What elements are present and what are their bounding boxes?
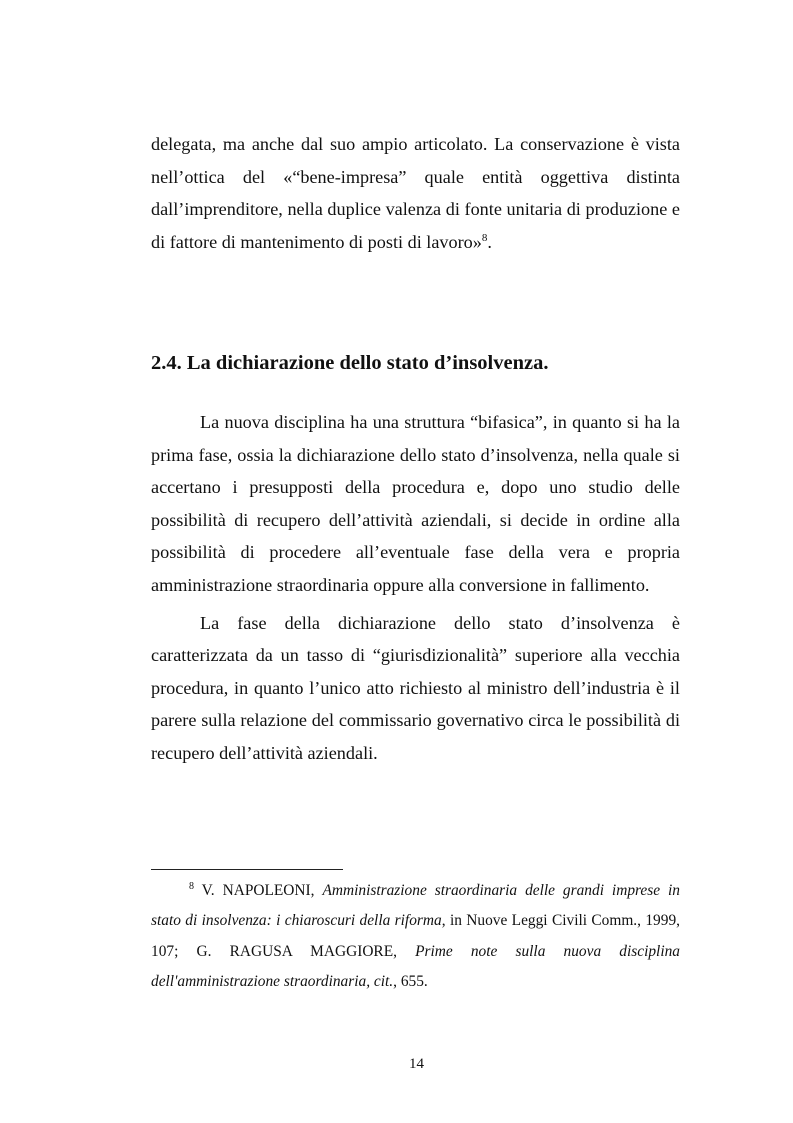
footnote-text-2: , in Nuove Leggi Civili Comm., 1999, 107; G. RAGUSA MAGGIORE,	[151, 912, 680, 960]
paragraph-continued	[151, 128, 680, 258]
section-body	[151, 406, 680, 770]
footnote-text-3: , 655.	[393, 973, 428, 991]
section-heading: 2.4. La dichiarazione dello stato d’insolvenza.	[151, 352, 549, 374]
footnote-title-1: Amministrazione straordinaria delle grandi imprese in stato di insolvenza: i chiaroscuri della riforma	[151, 882, 680, 930]
page-number: 14	[409, 1056, 424, 1072]
paragraph-top-text: delegata, ma anche dal suo ampio articolato. La conservazione è vista nell’ottica del «“bene-impresa” quale entità oggettiva distinta dall’imprenditore, nella duplice valenza di fonte unitaria di produzione e di fattore di mantenimento di posti di lavoro»	[151, 134, 680, 252]
paragraph-top	[151, 128, 680, 258]
footnote-title-2: Prime note sulla nuova disciplina dell'amministrazione straordinaria, cit.	[151, 942, 680, 991]
paragraph-top-end: .	[487, 231, 492, 252]
footnote-reference[interactable]: 8	[481, 231, 488, 244]
footnote	[151, 876, 680, 998]
footnote-separator	[151, 869, 343, 870]
footnote-text-1: V. NAPOLEONI,	[194, 882, 323, 899]
paragraph-body-1: La nuova disciplina ha una struttura “bifasica”, in quanto si ha la prima fase, ossia la dichiarazione dello stato d’insolvenza, nella quale si accertano i presupposti della procedura e, dopo uno studio delle possibilità di recupero dell’attività aziendali, si decide in ordine alla possibilità di procedere all’eventuale fase della vera e propria amministrazione straordinaria oppure alla conversione in fallimento.	[151, 412, 680, 595]
paragraph-body-2: La fase della dichiarazione dello stato d’insolvenza è caratterizzata da un tasso di “giurisdizionalità” superiore alla vecchia procedura, in quanto l’unico atto richiesto al ministro dell’industria è il parere sulla relazione del commissario governativo circa le possibilità di recupero dell’attività aziendali.	[151, 612, 680, 763]
footnote-number: 8	[189, 880, 194, 892]
